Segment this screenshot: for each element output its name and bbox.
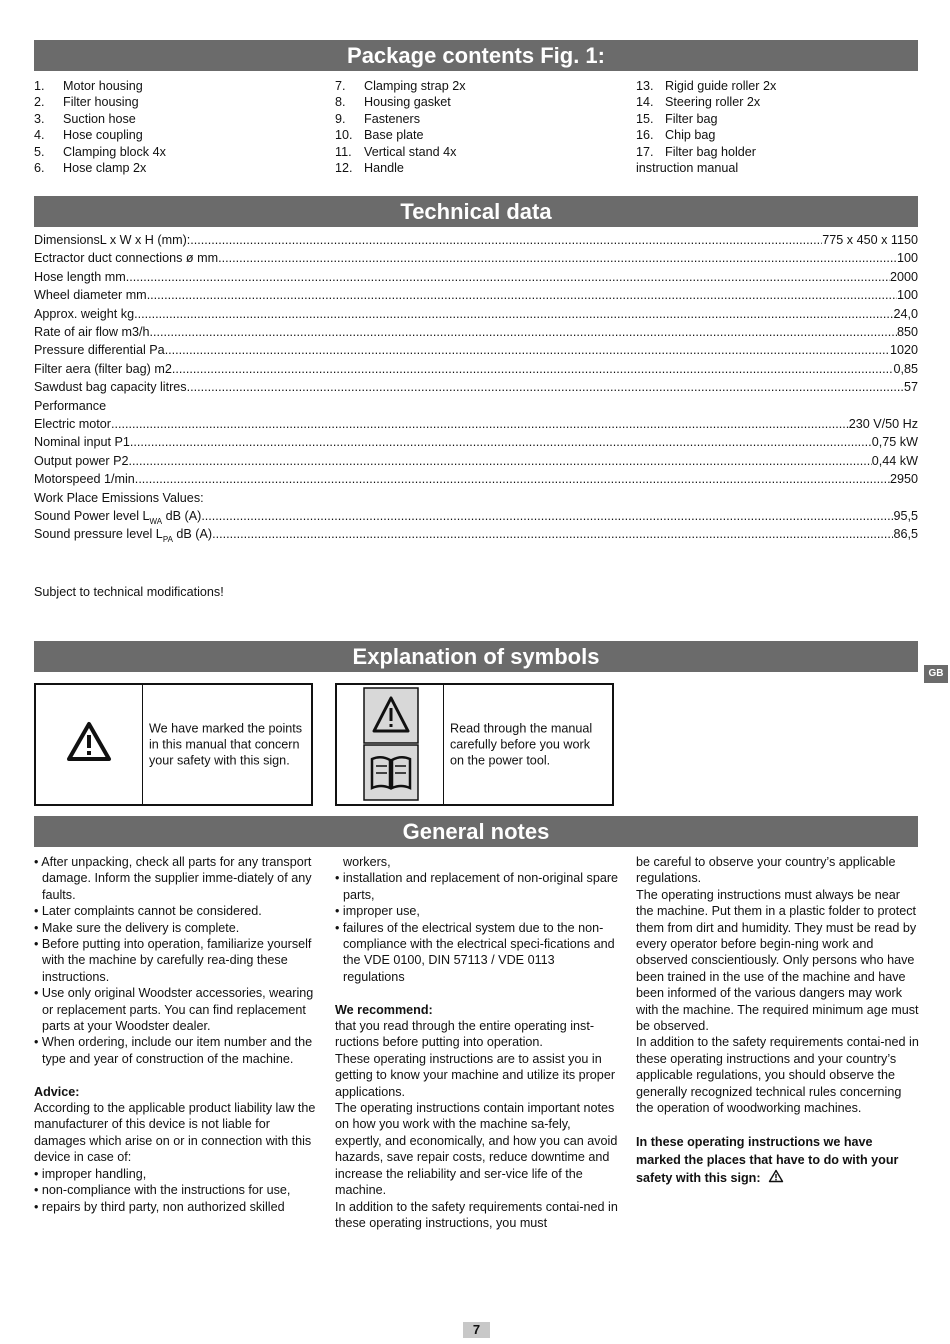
- package-item: [636, 78, 918, 94]
- package-item: [335, 160, 625, 176]
- package-item-label: Base plate: [364, 128, 424, 143]
- bullet-item: • failures of the electrical system due to the non-compliance with the electrical speci-fications and the VDE 0100, DIN 57113 / VDE 0113 regulations: [335, 920, 615, 984]
- bullet-item: • non-compliance with the instructions for use,: [34, 1183, 291, 1198]
- spec-row: [34, 342, 918, 360]
- spec-label-text: Sound pressure level L: [34, 527, 163, 542]
- package-list-column-1: [34, 78, 324, 176]
- package-item-number: 15.: [636, 111, 654, 126]
- spec-label: Electric motor: [34, 417, 111, 431]
- spec-row: [34, 287, 918, 305]
- package-item-label: Filter bag: [665, 111, 718, 126]
- bullet-item: • Use only original Woodster accessories, wearing or replacement parts. You can find replacement parts at your Woodster dealer.: [34, 986, 314, 1034]
- spec-row: [34, 508, 918, 526]
- warning-triangle-icon: [768, 1169, 784, 1183]
- spacer: [636, 1117, 920, 1133]
- spec-value: 0,75 kW: [871, 435, 918, 450]
- general-notes-column-1: [34, 854, 318, 1215]
- leader-dots: [150, 324, 897, 342]
- spec-label: Filter aera (filter bag) m2: [34, 361, 172, 376]
- spec-label: DimensionsL x W x H (mm):: [34, 233, 191, 247]
- package-item-label: Chip bag: [665, 128, 716, 143]
- spec-row: [34, 324, 918, 342]
- spec-value: 57: [903, 380, 918, 395]
- spacer: [34, 1067, 318, 1083]
- paragraph: In addition to the safety requirements contai-ned in these operating instructions and your country’s applicable regulations, you should observe the generally recognized technical rules concerning the operation of woodworking machines.: [636, 1035, 919, 1116]
- spec-row: [34, 306, 918, 324]
- leader-dots: [134, 306, 893, 324]
- spec-label: Pressure differential Pa: [34, 343, 165, 358]
- warning-triangle-icon: [36, 685, 143, 804]
- spec-value: 1020: [889, 343, 918, 358]
- leader-dots: [218, 250, 897, 268]
- leader-dots: [190, 232, 822, 250]
- technical-data-title: Technical data: [34, 196, 918, 227]
- package-item-number: 3.: [34, 111, 45, 126]
- paragraph: The operating instructions contain important notes on how you work with the machine sa-fely, expertly, and economically, and how you can avoid hazards, save repair costs, reduce downtime and increase the reliability and ser-vice life of the machine.: [335, 1101, 618, 1198]
- bullet-item: • installation and replacement of non-original spare parts,: [335, 871, 619, 902]
- leader-dots: [212, 526, 893, 544]
- bullet-item: • repairs by third party, non authorized skilled: [34, 1199, 285, 1214]
- technical-note: Subject to technical modifications!: [34, 585, 224, 599]
- package-item: [34, 111, 324, 127]
- package-item-number: 7.: [335, 79, 346, 93]
- package-item-label: Motor housing: [63, 79, 143, 93]
- package-item-label: Handle: [364, 160, 404, 175]
- spec-label: [34, 508, 201, 526]
- bullet-continuation: workers,: [343, 855, 391, 869]
- spec-value: 775 x 450 x 1150: [822, 233, 918, 247]
- spec-row: [34, 416, 918, 434]
- package-item-label: Suction hose: [63, 111, 136, 126]
- leader-dots: [201, 508, 893, 526]
- spec-label-text: Sound Power level L: [34, 509, 150, 523]
- package-item-number: 9.: [335, 111, 346, 126]
- spec-label: Sawdust bag capacity litres: [34, 380, 187, 395]
- package-item-number: 12.: [335, 160, 353, 175]
- language-tab-gb: GB: [924, 665, 948, 683]
- paragraph: In addition to the safety requirements contai-ned in these operating instructions, you must: [335, 1199, 618, 1230]
- spec-value: 230 V/50 Hz: [848, 417, 918, 431]
- paragraph: be careful to observe your country’s applicable regulations.: [636, 855, 896, 886]
- emissions-heading: Work Place Emissions Values:: [34, 490, 204, 505]
- package-item-number: 6.: [34, 160, 45, 175]
- leader-dots: [130, 434, 872, 452]
- package-item: [335, 127, 625, 143]
- symbol-box-safety: [34, 683, 313, 806]
- spec-label-subscript: WA: [149, 517, 163, 526]
- package-item-label: Clamping strap 2x: [364, 79, 466, 93]
- spec-label-unit: dB (A): [172, 527, 213, 542]
- package-item: [335, 94, 625, 110]
- symbol-box-safety-text: We have marked the points in this manual that concern your safety with this sign.: [149, 720, 303, 768]
- section-heading: Advice:: [34, 1084, 80, 1099]
- bullet-item: • Before putting into operation, familiarize yourself with the machine by carefully rea-ding these instructions.: [34, 937, 312, 984]
- spec-label: Ectractor duct connections ø mm: [34, 251, 219, 266]
- spec-value: 95,5: [893, 509, 918, 523]
- package-item-label: Hose coupling: [63, 128, 143, 143]
- spec-row: [34, 269, 918, 287]
- package-item: [335, 78, 625, 94]
- symbol-box-manual-text: Read through the manual carefully before you work on the power tool.: [450, 720, 593, 768]
- warning-sign-icon: [364, 688, 418, 743]
- package-contents-title: Package contents Fig. 1:: [34, 40, 918, 71]
- spec-value: 2000: [889, 269, 918, 284]
- spec-label-unit: dB (A): [162, 509, 202, 523]
- package-item-number: 11.: [335, 144, 352, 159]
- leader-dots: [111, 416, 849, 434]
- spec-value: 100: [896, 251, 918, 266]
- spec-label: Rate of air flow m3/h: [34, 325, 150, 339]
- spec-value: 86,5: [893, 527, 918, 542]
- bullet-item: • When ordering, include our item number and the type and year of construction of the machine.: [34, 1035, 313, 1066]
- spec-label-subscript: PA: [162, 535, 173, 545]
- spacer: [335, 985, 619, 1001]
- package-item: [636, 111, 918, 127]
- performance-heading: Performance: [34, 398, 107, 413]
- package-item: [34, 144, 324, 160]
- package-item-label: Clamping block 4x: [63, 144, 166, 159]
- spec-value: 0,85: [893, 361, 918, 376]
- bullet-item: • After unpacking, check all parts for any transport damage. Inform the supplier imme-diately of any faults.: [34, 855, 312, 902]
- spec-row: [34, 471, 918, 489]
- package-list-column-3: [636, 78, 918, 176]
- package-item-label: Fasteners: [364, 111, 420, 126]
- package-item-number: 8.: [335, 95, 346, 110]
- spec-row: [34, 250, 918, 268]
- spec-value: 2950: [889, 472, 918, 487]
- spec-label: Hose length mm: [34, 269, 126, 284]
- general-notes-title: General notes: [34, 816, 918, 847]
- spec-value: 24,0: [893, 306, 918, 321]
- package-item-label: Filter bag holder: [665, 144, 757, 159]
- package-item-label: Housing gasket: [364, 95, 451, 110]
- package-item-number: 1.: [34, 79, 45, 93]
- spec-row: [34, 379, 918, 397]
- package-item-extra: instruction manual: [636, 160, 739, 175]
- page-number: 7: [463, 1322, 490, 1338]
- package-item-label: Hose clamp 2x: [63, 160, 147, 175]
- leader-dots: [165, 342, 890, 360]
- package-item: [636, 94, 918, 110]
- paragraph: These operating instructions are to assist you in getting to know your machine and utilize its proper applications.: [335, 1051, 616, 1099]
- spec-row: [34, 434, 918, 452]
- package-item-label: Steering roller 2x: [665, 95, 761, 110]
- package-item: [34, 94, 324, 110]
- leader-dots: [138, 471, 890, 489]
- spec-row: [34, 453, 918, 471]
- package-item-label: Filter housing: [63, 95, 139, 110]
- package-item-number: 5.: [34, 144, 45, 159]
- spec-label: Nominal input P1: [34, 435, 130, 450]
- package-item-number: 17.: [636, 144, 654, 159]
- symbol-box-manual: [335, 683, 614, 806]
- package-item-label: Rigid guide roller 2x: [665, 79, 777, 93]
- leader-dots: [172, 361, 894, 379]
- spec-value: 0,44 kW: [871, 453, 918, 468]
- spec-value: 100: [896, 288, 918, 303]
- spec-label: Output power P2: [34, 453, 129, 468]
- package-item: [34, 127, 324, 143]
- leader-dots: [126, 269, 890, 287]
- package-item: [34, 78, 324, 94]
- section-heading: We recommend:: [335, 1002, 433, 1017]
- package-list-column-2: [335, 78, 625, 176]
- general-notes-column-3: [636, 854, 920, 1187]
- package-item-number: 13.: [636, 79, 654, 93]
- spec-value: 850: [896, 325, 918, 339]
- package-item: [34, 160, 324, 176]
- bullet-item: • Make sure the delivery is complete.: [34, 920, 240, 935]
- spec-row: [34, 526, 918, 544]
- package-item-number: 4.: [34, 128, 45, 143]
- general-notes-column-2: [335, 854, 619, 1231]
- paragraph: According to the applicable product liability law the manufacturer of this device is not liable for damages which arise on or in connection with this device in case of:: [34, 1101, 316, 1165]
- package-item: [335, 144, 625, 160]
- package-item-number: 16.: [636, 128, 654, 143]
- bullet-item: • improper handling,: [34, 1166, 147, 1181]
- package-item-number: 10.: [335, 128, 353, 143]
- package-item: [636, 127, 918, 143]
- paragraph: that you read through the entire operating inst-ructions before putting into operation.: [335, 1019, 595, 1050]
- leader-dots: [187, 379, 904, 397]
- package-item: [636, 144, 918, 160]
- leader-dots: [129, 453, 872, 471]
- package-item-number: 14.: [636, 95, 654, 110]
- symbols-title: Explanation of symbols: [34, 641, 918, 672]
- spec-label: Wheel diameter mm: [34, 288, 147, 303]
- bullet-item: • improper use,: [335, 904, 420, 919]
- bullet-item: • Later complaints cannot be considered.: [34, 904, 262, 919]
- spec-label: Approx. weight kg: [34, 306, 135, 321]
- spec-row: [34, 232, 918, 250]
- spec-label: [34, 526, 212, 544]
- paragraph: The operating instructions must always be near the machine. Put them in a plastic folder to protect them from dirt and humidity. They must be read by every operator before begin-ning work and observed conscientiously. Only persons who have been trained in the use of the machine and have been informed of the various dangers may work with the machine. The required minimum age must be observed.: [636, 887, 919, 1034]
- package-item: [335, 111, 625, 127]
- general-notes-safety-remark: In these operating instructions we have marked the places that have to do with your safety with this sign:: [636, 1134, 899, 1185]
- package-item-number: 2.: [34, 95, 45, 110]
- spec-label: Motorspeed 1/min.: [34, 472, 139, 487]
- leader-dots: [147, 287, 897, 305]
- package-item-label: Vertical stand 4x: [364, 144, 457, 159]
- manual-book-icon: [364, 745, 418, 800]
- spec-row: [34, 361, 918, 379]
